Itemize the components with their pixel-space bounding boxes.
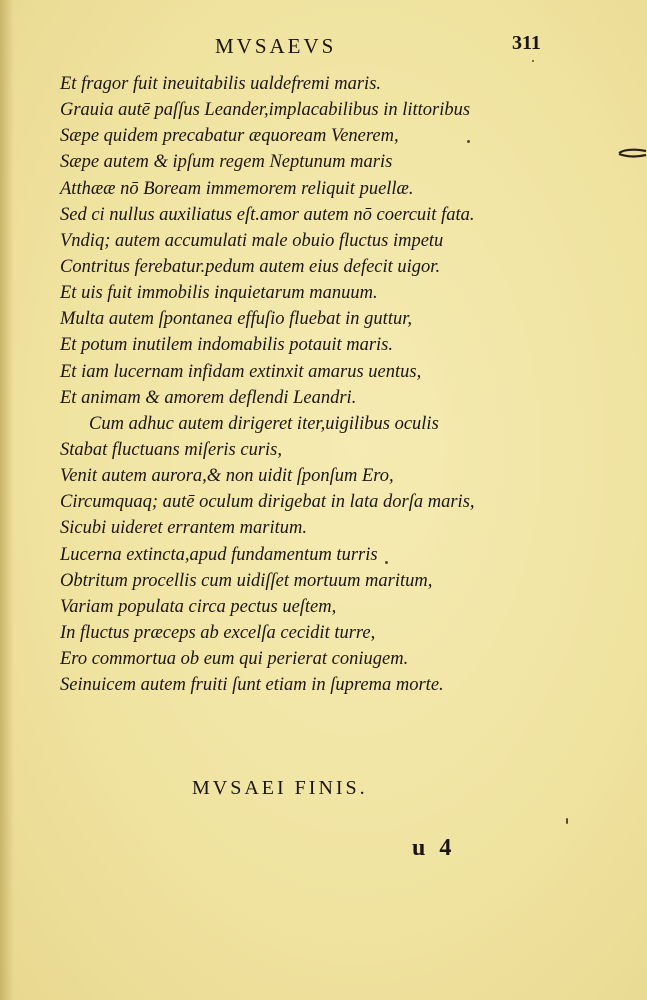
verse-line: Seinuicem autem fruiti ſunt etiam in ſuprema morte. bbox=[60, 675, 444, 696]
ink-speck bbox=[467, 140, 470, 143]
verse-line: Obtritum procellis cum uidiſſet mortuum maritum, bbox=[60, 570, 433, 591]
verse-line: Et uis fuit immobilis inquietarum manuum. bbox=[60, 283, 378, 304]
verse-line: Ero commortua ob eum qui perierat coniugem. bbox=[60, 649, 409, 670]
verse-line: Atthææ nō Boream immemorem reliquit puellæ. bbox=[60, 178, 414, 199]
verse-line: Sæpe quidem precabatur æquoream Venerem, bbox=[60, 126, 399, 147]
gutter-shadow bbox=[0, 0, 14, 1000]
marginal-bracket-icon bbox=[617, 146, 647, 160]
ink-speck bbox=[532, 60, 534, 62]
verse-line: Grauia autē paſſus Leander,implacabilibus in littoribus bbox=[60, 100, 471, 121]
signature-mark: u 4 bbox=[412, 835, 456, 861]
verse-line: Stabat fluctuans miſeris curis, bbox=[60, 439, 282, 460]
verse-line: Cum adhuc autem dirigeret iter,uigilibus oculis bbox=[89, 413, 439, 434]
verse-line: Circumquaq; autē oculum dirigebat in lata dorſa maris, bbox=[60, 492, 475, 513]
verse-line: Et potum inutilem indomabilis potauit maris. bbox=[60, 335, 394, 356]
verse-line: Et iam lucernam infidam extinxit amarus uentus, bbox=[60, 361, 422, 382]
verse-line: Vndiq; autem accumulati male obuio fluctus impetu bbox=[60, 230, 444, 251]
colophon-finis: MVSAEI FINIS. bbox=[192, 777, 368, 799]
verse-line: Variam populata circa pectus ueſtem, bbox=[60, 596, 337, 617]
verse-block bbox=[60, 71, 580, 698]
verse-line: Contritus ferebatur.pedum autem eius defecit uigor. bbox=[60, 256, 441, 277]
page-number: 311 bbox=[512, 32, 541, 54]
ink-speck bbox=[385, 561, 388, 564]
verse-line: Multa autem ſpontanea effuſio fluebat in guttur, bbox=[60, 309, 412, 330]
verse-line: Lucerna extincta,apud fundamentum turris bbox=[60, 544, 378, 565]
running-head: MVSAEVS bbox=[215, 34, 337, 58]
verse-line: Venit autem aurora,& non uidit ſponſum Ero, bbox=[60, 466, 394, 487]
verse-line: Sed ci nullus auxiliatus eſt.amor autem nō coercuit fata. bbox=[60, 204, 475, 225]
verse-line: In fluctus præceps ab excelſa cecidit turre, bbox=[60, 622, 376, 643]
verse-line: Sicubi uideret errantem maritum. bbox=[60, 518, 307, 539]
verse-line: Et animam & amorem deflendi Leandri. bbox=[60, 387, 357, 408]
verse-line: Sæpe autem & ipſum regem Neptunum maris bbox=[60, 152, 393, 173]
verse-line: Et fragor fuit ineuitabilis ualdefremi maris. bbox=[60, 74, 382, 94]
ink-speck bbox=[566, 818, 568, 824]
